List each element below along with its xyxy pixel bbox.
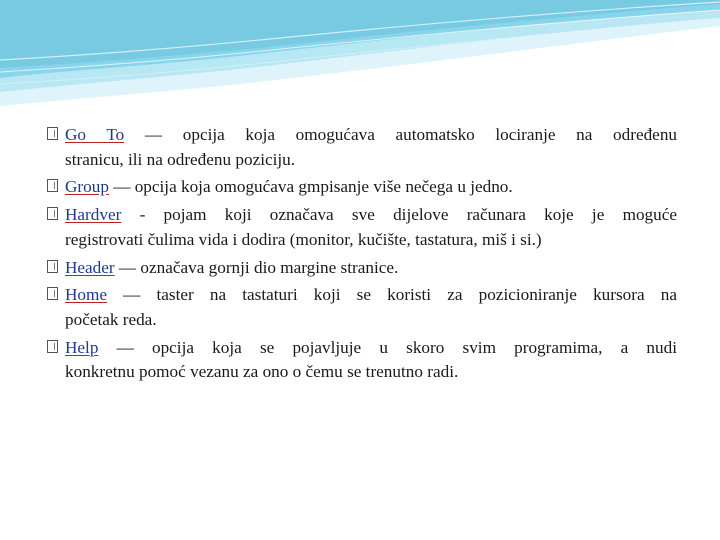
definition-line: stranicu, ili na određenu poziciju. bbox=[65, 149, 296, 169]
definition-line: registrovati čulima vida i dodira (monitor, kučište, tastatura, miš i si.) bbox=[65, 229, 542, 249]
bullet-icon bbox=[47, 260, 58, 273]
separator: - bbox=[121, 205, 164, 225]
term-link[interactable]: Group bbox=[65, 177, 109, 197]
definition-line: označava gornji dio margine stranice. bbox=[140, 257, 399, 277]
term-link[interactable]: Help bbox=[65, 337, 99, 357]
list-item bbox=[47, 123, 677, 172]
item-first-line bbox=[65, 123, 677, 148]
bullet-icon bbox=[47, 340, 58, 353]
item-first-line bbox=[65, 203, 677, 228]
header-wave-decoration bbox=[0, 0, 720, 110]
definition-line: opcija koja omogućava gmpisanje više nečega u jedno. bbox=[134, 177, 513, 197]
term-link[interactable]: Hardver bbox=[65, 205, 122, 225]
item-first-line bbox=[65, 336, 677, 361]
list-item bbox=[47, 203, 677, 252]
separator: — bbox=[114, 257, 141, 277]
definition-line: taster na tastaturi koji se koristi za pozicioniranje kursora na bbox=[156, 285, 678, 305]
definition-line: konkretnu pomoć vezanu za ono o čemu se trenutno radi. bbox=[65, 362, 459, 382]
list-item bbox=[47, 256, 677, 281]
bullet-icon bbox=[47, 179, 58, 192]
list-item bbox=[47, 283, 677, 332]
separator: — bbox=[124, 125, 183, 144]
bullet-icon bbox=[47, 287, 58, 300]
definition-line: pojam koji označava sve dijelove računara koje je moguće bbox=[163, 205, 677, 225]
term-link[interactable]: Go To bbox=[65, 125, 125, 144]
item-first-line bbox=[65, 177, 513, 196]
term-link[interactable]: Header bbox=[65, 257, 115, 277]
separator: — bbox=[108, 177, 135, 197]
separator: — bbox=[107, 285, 157, 305]
definition-line: početak reda. bbox=[65, 309, 157, 329]
list-item bbox=[47, 175, 677, 200]
item-first-line bbox=[65, 283, 677, 308]
definition-line: opcija koja se pojavljuje u skoro svim programima, a nudi bbox=[151, 337, 677, 357]
bullet-icon bbox=[47, 207, 58, 220]
separator: — bbox=[98, 337, 152, 357]
glossary-list bbox=[47, 123, 677, 388]
item-first-line bbox=[65, 258, 398, 277]
list-item bbox=[47, 336, 677, 385]
term-link[interactable]: Home bbox=[65, 285, 108, 305]
bullet-icon bbox=[47, 127, 58, 140]
definition-line: opcija koja omogućava automatsko lociranje na određenu bbox=[182, 125, 678, 144]
